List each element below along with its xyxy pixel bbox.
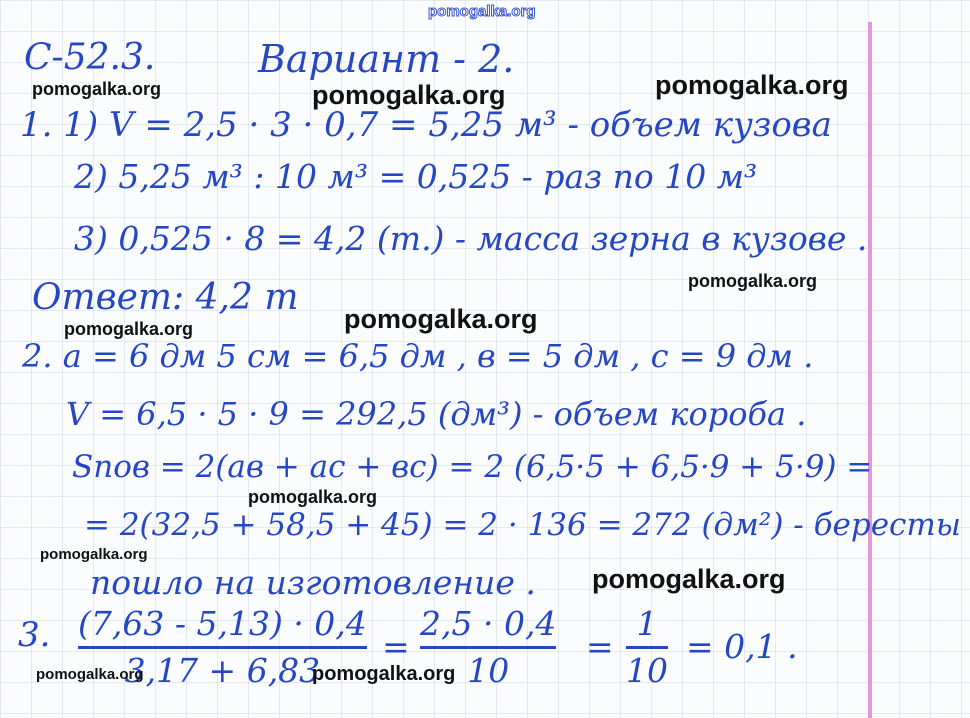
fraction-bar <box>78 646 367 649</box>
watermark: pomogalka.org <box>40 546 148 563</box>
fraction-bar <box>420 646 556 649</box>
fraction-denominator: 10 <box>626 651 668 691</box>
problem1-step1: 1. 1) V = 2,5 · 3 · 0,7 = 5,25 м³ - объем кузова <box>20 105 832 145</box>
margin-line <box>868 22 872 718</box>
fraction-numerator: (7,63 - 5,13) · 0,4 <box>78 604 367 643</box>
equals-sign: = <box>586 627 614 666</box>
watermark: pomogalka.org <box>344 304 538 334</box>
answer-line: Ответ: 4,2 т <box>32 277 299 318</box>
watermark: pomogalka.org <box>655 70 849 100</box>
watermark: pomogalka.org <box>64 319 194 339</box>
problem2-area-formula: Sпов = 2(ав + ас + вс) = 2 (6,5·5 + 6,5·9 + 5·9) = <box>72 449 873 485</box>
final-result: = 0,1 . <box>686 627 798 666</box>
site-watermark-top: pomogalka.org <box>428 3 536 20</box>
watermark: pomogalka.org <box>312 80 506 110</box>
watermark: pomogalka.org <box>312 663 456 685</box>
fraction-denominator: 10 <box>467 651 510 691</box>
exercise-code: С-52.3. <box>24 37 156 78</box>
problem2-volume: V = 6,5 · 5 · 9 = 292,5 (дм³) - объем короба . <box>66 395 807 433</box>
watermark: pomogalka.org <box>592 564 786 594</box>
equals-sign: = <box>382 627 410 666</box>
fraction-numerator: 1 <box>636 604 658 643</box>
problem2-dimensions: 2. a = 6 дм 5 см = 6,5 дм , в = 5 дм , с = 9 дм . <box>22 337 814 375</box>
fraction-result <box>626 606 668 690</box>
variant-title: Вариант - 2. <box>258 37 515 81</box>
fraction-denominator: 3,17 + 6,83 <box>124 651 321 691</box>
problem2-conclusion: пошло на изготовление . <box>90 563 536 602</box>
watermark: pomogalka.org <box>688 271 818 291</box>
fraction-numerator: 2,5 · 0,4 <box>420 604 557 643</box>
problem1-step2: 2) 5,25 м³ : 10 м³ = 0,525 - раз по 10 м³ <box>74 157 758 196</box>
watermark: pomogalka.org <box>36 666 144 683</box>
problem3-label: 3. <box>18 615 51 655</box>
fraction-bar <box>626 646 668 649</box>
problem2-area-result: = 2(32,5 + 58,5 + 45) = 2 · 136 = 272 (дм²) - бересты <box>84 507 962 543</box>
problem1-step3: 3) 0,525 · 8 = 4,2 (т.) - масса зерна в кузове . <box>74 219 868 258</box>
watermark: pomogalka.org <box>32 79 162 99</box>
watermark: pomogalka.org <box>248 487 378 507</box>
